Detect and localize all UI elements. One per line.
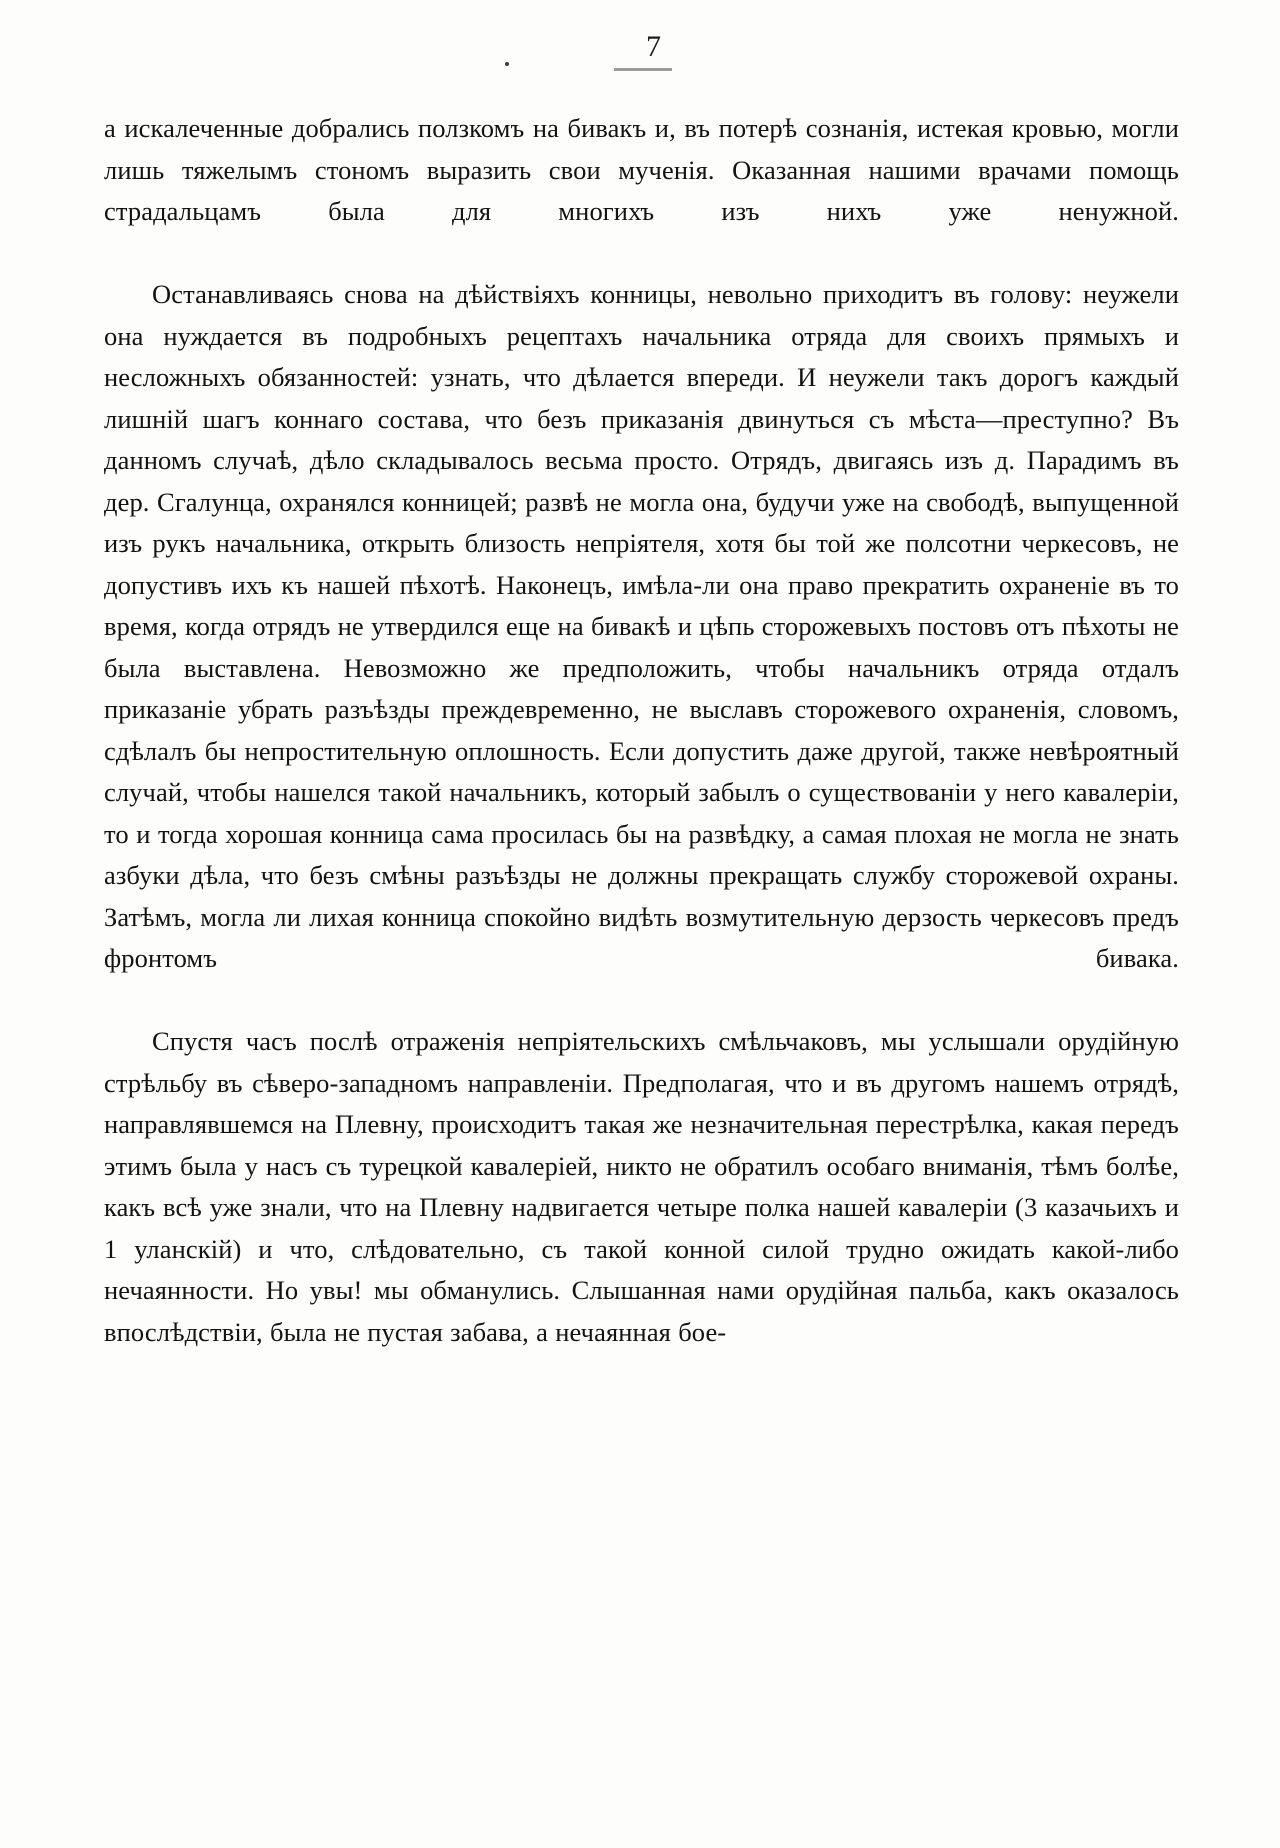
paragraph-2: Останавливаясь снова на дѣйствіяхъ конницы, невольно приходитъ въ голову: неужели она нуждается въ подробныхъ рецептахъ начальника отряда для своихъ прямыхъ и несложныхъ обязанностей: узнать, что дѣлается впереди. И неужели такъ дорогъ каждый лишній шагъ коннаго состава, что безъ приказанія двинуться съ мѣста—преступно? Въ данномъ случаѣ, дѣло складывалось весьма просто. Отрядъ, двигаясь изъ д. Парадимъ въ дер. Сгалунца, охранялся конницей; развѣ не могла она, будучи уже на свободѣ, выпущенной изъ рукъ начальника, открыть близость непріятеля, хотя бы той же полсотни черкесовъ, не допустивъ ихъ къ нашей пѣхотѣ. Наконецъ, имѣла-ли она право прекратить охраненіе въ то время, когда отрядъ не утвердился еще на бивакѣ и цѣпь сторожевыхъ постовъ отъ пѣхоты не была выставлена. Невозможно же предположить, чтобы начальникъ отряда отдалъ приказаніе убрать разъѣзды преждевременно, не выславъ сторожевого охраненія, словомъ, сдѣлалъ бы непростительную оплошность. Если допустить даже другой, также невѣроятный случай, чтобы нашелся такой начальникъ, который забылъ о существованіи у него кавалеріи, то и тогда хорошая конница сама просилась бы на развѣдку, а самая плохая не могла не знать азбуки дѣла, что безъ смѣны разъѣзды не должны прекращать службу сторожевой охраны. Затѣмъ, могла ли лихая конница спокойно видѣть возмутительную дерзость черкесовъ предъ фронтомъ бивака. [104, 279, 1179, 973]
page-number [0, 30, 1280, 64]
page-number-underline [614, 68, 672, 71]
paragraph-1: а искалеченные добрались ползкомъ на бивакъ и, въ потерѣ сознанія, истекая кровью, могли лишь тяжелымъ стономъ выразить свои мученія. Оказанная нашими врачами помощь страдальцамъ была для многихъ изъ нихъ уже ненужной. [104, 113, 1179, 226]
paragraph-3: Спустя часъ послѣ отраженія непріятельскихъ смѣльчаковъ, мы услышали орудійную стрѣльбу въ сѣверо-западномъ направленіи. Предполагая, что и въ другомъ нашемъ отрядѣ, направлявшемся на Плевну, происходитъ такая же незначительная перестрѣлка, какая передъ этимъ была у насъ съ турецкой кавалеріей, никто не обратилъ особаго вниманія, тѣмъ болѣе, какъ всѣ уже знали, что на Плевну надвигается четыре полка нашей кавалеріи (3 казачьихъ и 1 уланскій) и что, слѣдовательно, съ такой конной силой трудно ожидать какой-либо нечаянности. Но увы! мы обманулись. Слышанная нами орудійная пальба, какъ оказалось впослѣдствіи, была не пустая забава, а нечаянная бое- [104, 1026, 1179, 1347]
ink-speck [505, 62, 509, 66]
page-number-value: 7 [646, 30, 662, 63]
body-text [104, 108, 1179, 1353]
